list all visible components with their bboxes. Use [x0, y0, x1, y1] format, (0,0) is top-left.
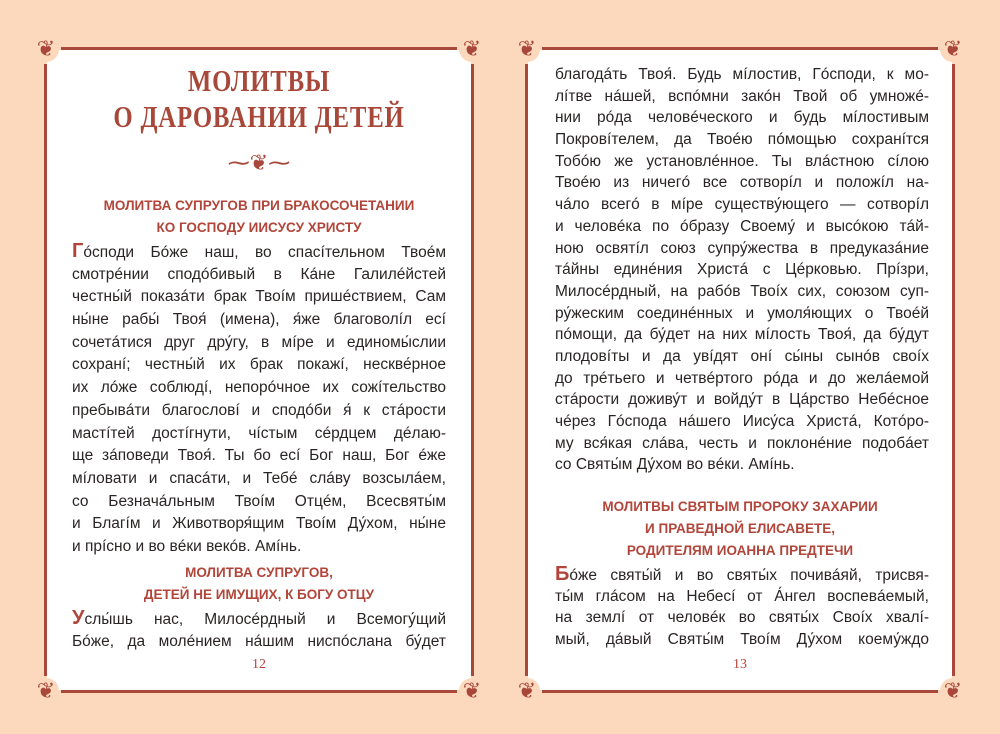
page-number: 12 — [252, 657, 266, 672]
line-text: лíтве нáшей, вспóмни закóн Твой об умножé- — [555, 87, 929, 105]
line-text: их лóже соблюдí, непорóчное их сожíтельство — [72, 379, 446, 397]
flourish-ornament-icon: ⁓❦⁓ — [227, 150, 291, 175]
prayer-text — [72, 241, 446, 559]
line-text: смотрéнии сподóбивый в Кáне Галилéйстей — [72, 265, 446, 283]
corner-ornament-icon: ❦ — [33, 678, 59, 704]
text-line — [72, 332, 446, 355]
drop-cap: У — [72, 608, 85, 629]
heading-line: МОЛИТВА СУПРУГОВ, — [185, 565, 333, 580]
line-text: сохранí; честны́й их брак покажí, нескве́рное — [72, 356, 446, 374]
text-line — [555, 324, 929, 346]
line-text: Твоéю из ничегó все сотворíл и положíл на- — [555, 174, 929, 192]
corner-ornament-icon: ❦ — [940, 36, 966, 62]
text-line — [555, 607, 929, 629]
text-line — [555, 151, 929, 173]
text-line — [72, 468, 446, 491]
text-line — [72, 264, 446, 287]
text-line — [555, 194, 929, 216]
page-number: 13 — [733, 657, 747, 672]
text-line — [72, 536, 446, 559]
prayer-text — [555, 64, 929, 476]
corner-ornament-icon: ❦ — [459, 36, 485, 62]
line-text: стáрости доживу́т и войду́т в Цáрство Небéсное — [555, 391, 929, 409]
text-line — [555, 172, 929, 194]
frame-bottom — [61, 690, 457, 693]
text-line — [72, 513, 446, 536]
text-line — [555, 586, 929, 608]
section-heading — [528, 496, 952, 562]
text-line — [72, 608, 446, 631]
frame-bottom — [542, 690, 938, 693]
text-line — [72, 354, 446, 377]
line-text: ны́не рабы́ Твоя́ (имена), я́же благоволíл есí — [72, 311, 446, 329]
line-text: Тобóю же установлéнное. Ты влáстною сíлою — [555, 152, 929, 170]
frame-top — [542, 47, 938, 50]
text-line — [555, 64, 929, 86]
heading-line: МОЛИТВА СУПРУГОВ ПРИ БРАКОСОЧЕТАНИИ — [103, 198, 415, 213]
text-line — [72, 491, 446, 514]
left-page — [36, 36, 482, 703]
right-page — [517, 36, 963, 703]
line-text: и человéка по óбразу Своему́ и высóкою тáй- — [555, 217, 929, 235]
section-heading — [47, 195, 471, 239]
corner-ornament-icon: ❦ — [514, 36, 540, 62]
heading-line: КО ГОСПОДУ ИИСУСУ ХРИСТУ — [156, 220, 362, 235]
frame-left — [525, 64, 528, 676]
prayer-text — [555, 564, 929, 651]
line-text: тáйны единéния Христá с Цéрковью. Прíзри, — [555, 261, 929, 279]
line-text: óже святы́й и во святы́х почивáяй, трисвя- — [569, 567, 929, 584]
line-text: ру́жеским соединéнных и умоля́ющих о Твоéй — [555, 304, 929, 322]
line-text: на землí от человéк во святы́х Своíх хвалí- — [555, 609, 929, 627]
page-title-line-2: О ДАРОВАНИИ ДЕТЕЙ — [113, 99, 405, 134]
text-line — [555, 454, 929, 476]
corner-ornament-icon: ❦ — [940, 678, 966, 704]
line-text: óсподи Бóже наш, во спасíтельном Твоéм — [83, 244, 446, 261]
text-line — [555, 86, 929, 108]
text-line — [555, 259, 929, 281]
frame-top — [61, 47, 457, 50]
text-line — [555, 107, 929, 129]
line-text: ще зáповеди Твоя́. Ты бо есí Бог наш, Бог éже — [72, 447, 446, 465]
text-line — [555, 368, 929, 390]
line-text: Покровíтелем, да Твоéю пóмощью сохранíтся — [555, 131, 929, 149]
corner-ornament-icon: ❦ — [459, 678, 485, 704]
line-text: и Благíм и Животворя́щим Твоíм Ду́хом, ны́не — [72, 515, 446, 533]
text-line — [72, 309, 446, 332]
line-text: чáло всегó в мíре существу́ющего — сотворíл — [555, 196, 929, 214]
prayer-text — [72, 608, 446, 653]
frame-right — [471, 64, 474, 676]
text-line — [72, 631, 446, 654]
page-title-line-1: МОЛИТВЫ — [187, 63, 331, 98]
text-line — [72, 400, 446, 423]
text-line — [555, 281, 929, 303]
line-text: мастíтей достíгнути, чíстым сéрдцем дéлаю- — [72, 424, 446, 442]
line-text: пребывáти благословí и сподóби я́ к стáрости — [72, 401, 446, 419]
text-line — [555, 411, 929, 433]
text-line — [72, 377, 446, 400]
text-line — [555, 216, 929, 238]
text-line — [555, 564, 929, 586]
line-text: нии рóда человéческого и будь мíлостивым — [555, 109, 929, 127]
heading-line: И ПРАВЕДНОЙ ЕЛИСАВЕТЕ, — [645, 521, 835, 536]
drop-cap: Б — [555, 564, 570, 585]
heading-line: ДЕТЕЙ НЕ ИМУЩИХ, К БОГУ ОТЦУ — [143, 587, 375, 602]
line-text: Бóже, да молéнием нáшим ниспóслана бу́дет — [72, 632, 446, 650]
line-text: со Безначáльным Твоíм Отцéм, Всесвяты́м — [72, 492, 446, 510]
line-text: чéрез Гóспода нáшего Иису́са Христá, Котóро- — [555, 413, 929, 430]
line-text: до трéтьего и четвéртого рóда и до желáемой — [555, 369, 929, 387]
text-line — [555, 389, 929, 411]
line-text: му вся́кая слáва, честь и поклонéние подобáет — [555, 434, 929, 452]
section-heading — [47, 562, 471, 606]
line-text: Милосéрдный, на рабóв Твоíх сих, союзом суп- — [555, 282, 929, 300]
text-line — [555, 346, 929, 368]
text-line — [555, 629, 929, 651]
line-text: слы́шь нас, Милосéрдный и Всемогу́щий — [84, 611, 446, 628]
drop-cap: Г — [72, 241, 84, 262]
heading-line: РОДИТЕЛЯМ ИОАННА ПРЕДТЕЧИ — [626, 543, 854, 558]
text-line — [72, 445, 446, 468]
corner-ornament-icon: ❦ — [514, 678, 540, 704]
heading-line: МОЛИТВЫ СВЯТЫМ ПРОРОКУ ЗАХАРИИ — [602, 499, 878, 514]
line-text: пóмощи, да бу́дет на них мíлость Твоя́, да бу́дут — [555, 326, 929, 344]
text-line — [72, 423, 446, 446]
frame-right — [952, 64, 955, 676]
line-text: ною освятíл союз супру́жества в предуказáние — [555, 239, 929, 257]
text-line — [555, 303, 929, 325]
line-text: сочетáтися друг дру́гу, в мíре и единомы́слии — [72, 333, 446, 351]
line-text: и прíсно и во вéки векóв. Амíнь. — [72, 537, 302, 555]
line-text: честны́й показáти брак Твоíм пришéствием, Сам — [72, 288, 446, 306]
text-line — [72, 286, 446, 309]
text-line — [72, 241, 446, 264]
line-text: ты́м глáсом на Небесí от А́нгел воспевáемый, — [555, 587, 929, 605]
corner-ornament-icon: ❦ — [33, 36, 59, 62]
text-line — [555, 238, 929, 260]
line-text: плодовíты и да увíдят онí сы́ны сынóв своíх — [555, 347, 929, 365]
text-line — [555, 433, 929, 455]
line-text: благодáть Твоя́. Будь мíлостив, Гóсподи, к мо- — [555, 66, 929, 83]
line-text: мíловати и спасáти, и Тебé слáву возсылáем, — [72, 469, 446, 487]
line-text: со Святы́м Ду́хом во вéки. Амíнь. — [555, 456, 795, 474]
line-text: мый, дáвый Святы́м Твоíм Ду́хом коему́ждо — [555, 631, 929, 649]
frame-left — [44, 64, 47, 676]
text-line — [555, 129, 929, 151]
